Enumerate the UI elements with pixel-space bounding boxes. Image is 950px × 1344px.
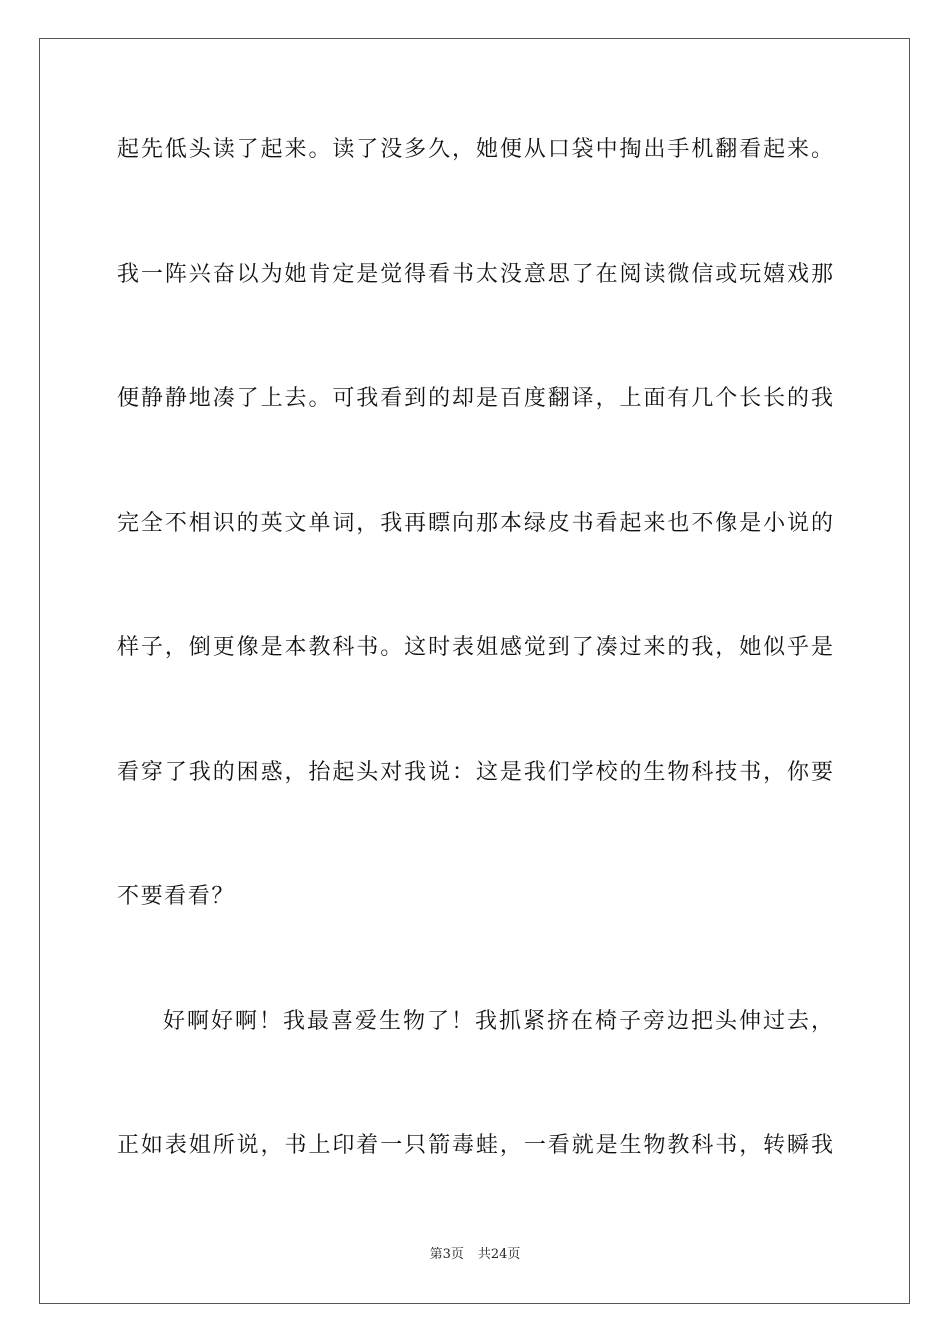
page-number: 第3页 [429, 1247, 464, 1262]
text-line-5: 样子，倒更像是本教科书。这时表姐感觉到了凑过来的我，她似乎是 [117, 635, 833, 660]
page-footer [0, 1246, 950, 1264]
text-line-2: 我一阵兴奋以为她肯定是觉得看书太没意思了在阅读微信或玩嬉戏那 [117, 262, 833, 287]
text-line-9: 正如表姐所说，书上印着一只箭毒蛙，一看就是生物教科书，转瞬我 [117, 1133, 833, 1158]
text-line-4: 完全不相识的英文单词，我再瞟向那本绿皮书看起来也不像是小说的 [117, 511, 833, 536]
text-line-7: 不要看看？ [117, 884, 236, 909]
text-line-6: 看穿了我的困惑，抬起头对我说：这是我们学校的生物科技书，你要 [117, 760, 833, 785]
page-total: 共24页 [477, 1247, 521, 1262]
text-line-1: 起先低头读了起来。读了没多久，她便从口袋中掏出手机翻看起来。 [117, 137, 833, 162]
text-line-3: 便静静地凑了上去。可我看到的却是百度翻译，上面有几个长长的我 [117, 386, 833, 411]
paragraph-start-line: 好啊好啊！我最喜爱生物了！我抓紧挤在椅子旁边把头伸过去， [163, 1009, 833, 1034]
page-border [39, 38, 910, 1304]
